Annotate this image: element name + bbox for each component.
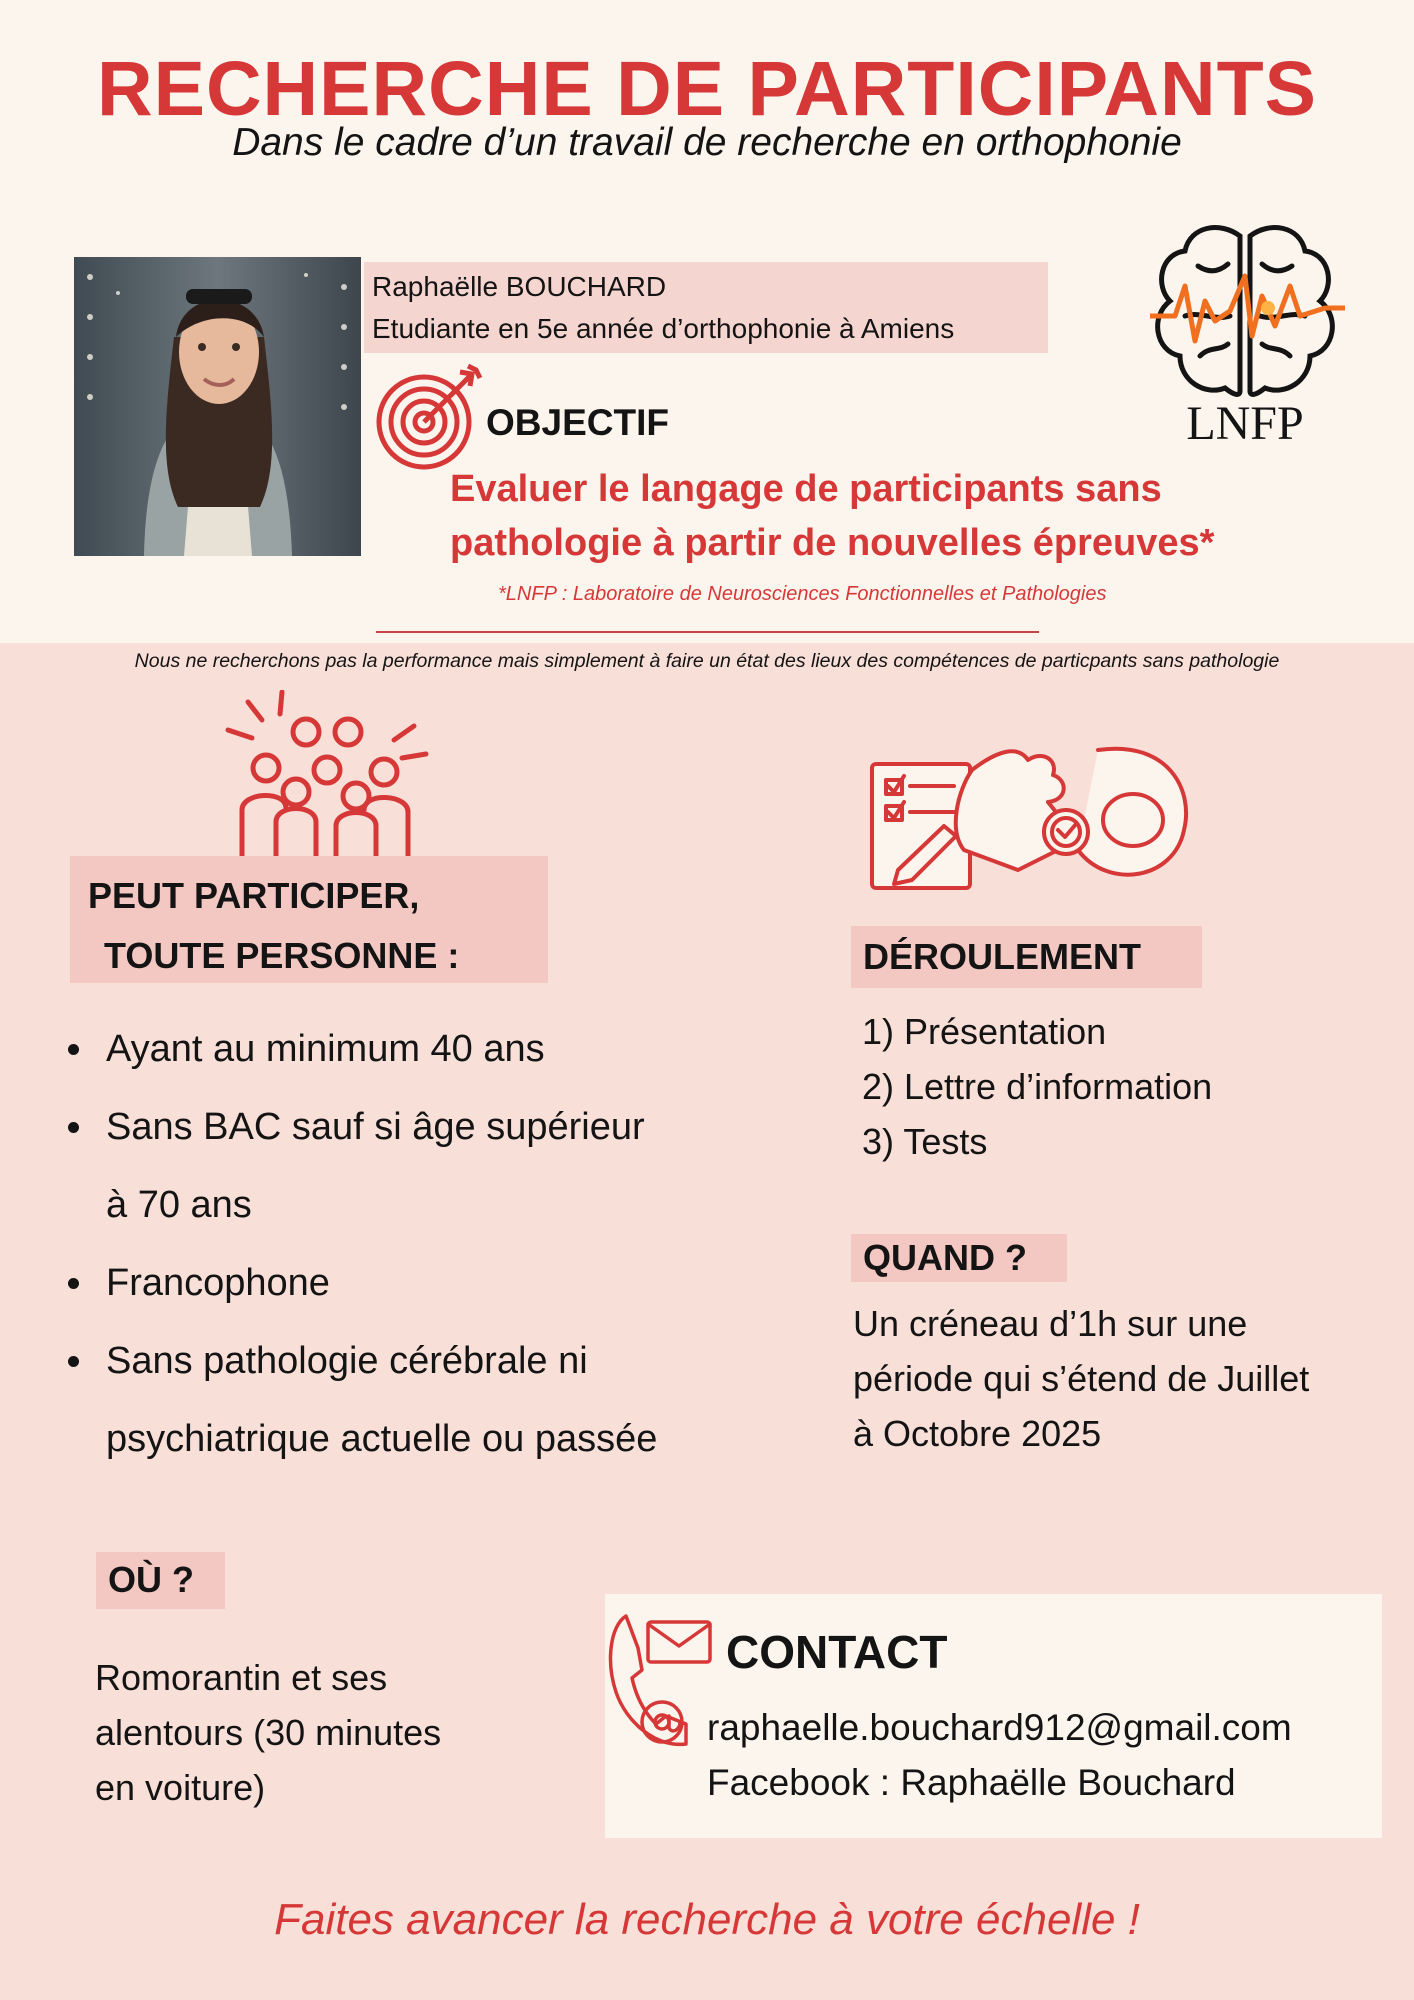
checklist-watch-icon (868, 730, 1194, 892)
objective-label: OBJECTIF (486, 402, 669, 443)
slogan: Faites avancer la recherche à votre échelle ! (274, 1895, 1140, 1944)
contact-facebook: Facebook : Raphaëlle Bouchard (707, 1762, 1236, 1803)
contact-heading: CONTACT (726, 1626, 948, 1678)
when-line: à Octobre 2025 (853, 1413, 1102, 1454)
when-line: période qui s’étend de Juillet (853, 1358, 1310, 1399)
poster-subtitle: Dans le cadre d’un travail de recherche en orthophonie (232, 121, 1182, 164)
where-line: en voiture) (95, 1767, 266, 1808)
list-item: Ayant au minimum 40 ans (60, 1010, 760, 1088)
list-item: Sans BAC sauf si âge supérieur (60, 1088, 760, 1166)
when-text (853, 1296, 1393, 1461)
researcher-photo (74, 257, 361, 556)
phone-mail-icon (606, 1612, 714, 1752)
objective-line-1: Evaluer le langage de participants sans (450, 468, 1162, 510)
objective-text (450, 462, 1400, 570)
researcher-card (364, 262, 1048, 353)
list-item-continuation: à 70 ans (106, 1184, 252, 1226)
list-item: Francophone (60, 1244, 760, 1322)
where-line: Romorantin et ses (95, 1657, 388, 1698)
procedure-heading: DÉROULEMENT (851, 926, 1202, 988)
researcher-role: Etudiante en 5e année d’orthophonie à Amiens (372, 313, 955, 344)
contact-details (707, 1700, 1292, 1810)
where-text (95, 1650, 441, 1815)
when-heading: QUAND ? (851, 1234, 1067, 1282)
people-icon (224, 690, 430, 868)
when-line: Un créneau d’1h sur une (853, 1303, 1248, 1344)
procedure-step: 2) Lettre d’information (862, 1066, 1213, 1107)
eligibility-heading-line-1: PEUT PARTICIPER, (88, 875, 420, 916)
where-heading: OÙ ? (96, 1552, 225, 1609)
where-line: alentours (30 minutes (95, 1712, 442, 1753)
eligibility-heading (70, 856, 548, 983)
target-icon (372, 362, 490, 472)
eligibility-heading-line-2: TOUTE PERSONNE : (104, 935, 460, 976)
procedure-step: 3) Tests (862, 1121, 988, 1162)
list-item-continuation: psychiatrique actuelle ou passée (106, 1418, 658, 1460)
lnfp-footnote: *LNFP : Laboratoire de Neurosciences Fonctionnelles et Pathologies (498, 583, 1107, 605)
intro-note: Nous ne recherchons pas la performance mais simplement à faire un état des lieux des compétences de particpants sans pathologie (134, 650, 1280, 672)
list-item: Sans pathologie cérébrale ni (60, 1322, 760, 1400)
logo-text: LNFP (1186, 397, 1304, 450)
poster-title: RECHERCHE DE PARTICIPANTS (96, 46, 1317, 132)
procedure-step: 1) Présentation (862, 1011, 1107, 1052)
divider (376, 631, 1039, 633)
eligibility-list (60, 1010, 760, 1478)
contact-email-link[interactable]: raphaelle.bouchard912@gmail.com (707, 1707, 1292, 1748)
procedure-steps (862, 1004, 1212, 1169)
researcher-name: Raphaëlle BOUCHARD (372, 271, 667, 302)
objective-line-2: pathologie à partir de nouvelles épreuves* (450, 522, 1215, 564)
